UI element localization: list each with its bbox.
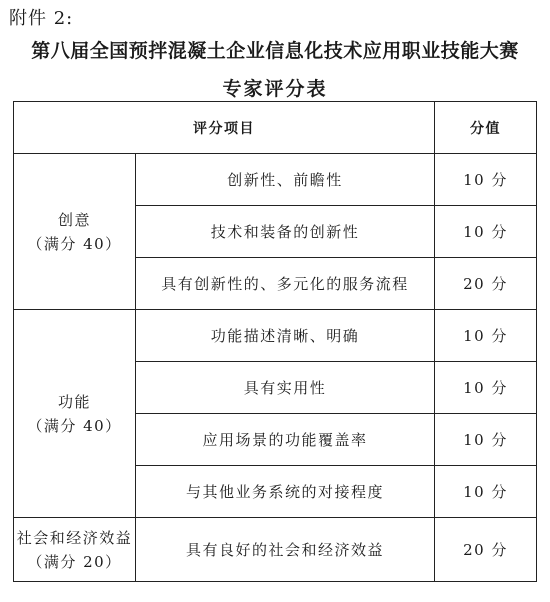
criterion-cell: 应用场景的功能覆盖率 [136, 414, 435, 466]
table-row [14, 154, 537, 206]
score-cell: 10 分 [435, 154, 537, 206]
category-max-score: （满分 40） [27, 234, 122, 253]
category-cell [14, 518, 136, 582]
category-name: 社会和经济效益 [16, 528, 133, 547]
category-max-score: （满分 40） [27, 416, 122, 435]
score-cell: 10 分 [435, 414, 537, 466]
criterion-cell: 技术和装备的创新性 [136, 206, 435, 258]
category-cell [14, 154, 136, 310]
document-subtitle: 专家评分表 [222, 78, 328, 100]
criterion-cell: 具有创新性的、多元化的服务流程 [136, 258, 435, 310]
attachment-label: 附件 2: [9, 8, 74, 29]
scoring-table [13, 101, 537, 582]
header-score: 分值 [435, 102, 537, 154]
document-title: 第八届全国预拌混凝土企业信息化技术应用职业技能大赛 [31, 40, 519, 62]
score-cell: 10 分 [435, 310, 537, 362]
category-cell [14, 310, 136, 518]
criterion-cell: 与其他业务系统的对接程度 [136, 466, 435, 518]
header-item: 评分项目 [14, 102, 435, 154]
score-cell: 10 分 [435, 362, 537, 414]
criterion-cell: 具有良好的社会和经济效益 [136, 518, 435, 582]
category-name: 创意 [57, 210, 91, 229]
category-max-score: （满分 20） [27, 552, 122, 571]
score-cell: 20 分 [435, 258, 537, 310]
score-cell: 10 分 [435, 206, 537, 258]
table-row [14, 310, 537, 362]
score-cell: 10 分 [435, 466, 537, 518]
criterion-cell: 功能描述清晰、明确 [136, 310, 435, 362]
score-cell: 20 分 [435, 518, 537, 582]
criterion-cell: 创新性、前瞻性 [136, 154, 435, 206]
table-row [14, 518, 537, 582]
category-name: 功能 [57, 392, 91, 411]
table-header-row [14, 102, 537, 154]
criterion-cell: 具有实用性 [136, 362, 435, 414]
